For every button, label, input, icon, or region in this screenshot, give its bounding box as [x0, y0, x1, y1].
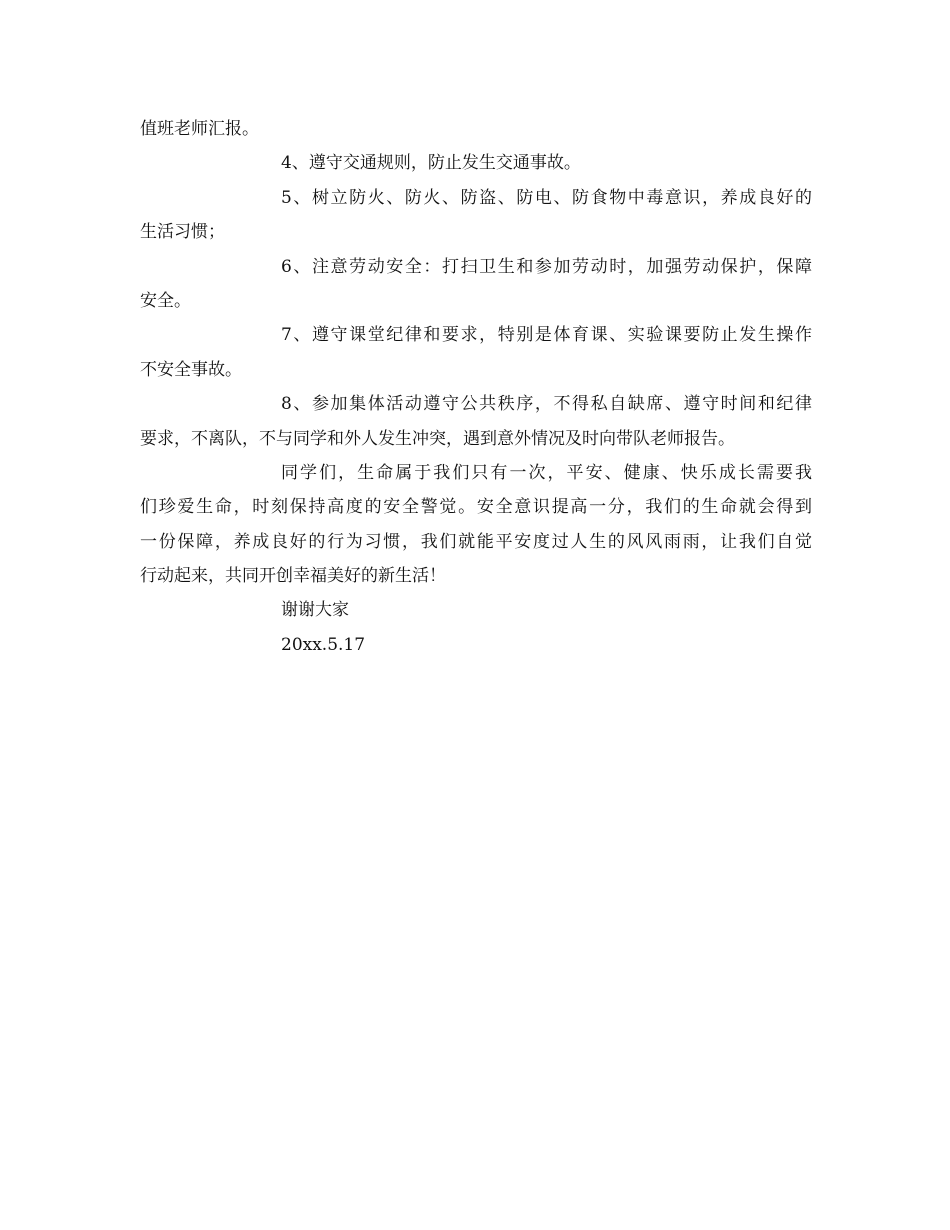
document-body [140, 112, 812, 662]
text-line: 行动起来，共同开创幸福美好的新生活！ [140, 566, 446, 587]
text-line: 生活习惯； [140, 222, 225, 243]
list-item-4: 4、遵守交通规则，防止发生交通事故。 [281, 153, 581, 174]
text-line: 不安全事故。 [140, 359, 242, 380]
list-item-6: 6、注意劳动安全：打扫卫生和参加劳动时，加强劳动保护，保障 [281, 256, 812, 277]
list-item-8: 8、参加集体活动遵守公共秩序，不得私自缺席、遵守时间和纪律 [281, 394, 812, 415]
text-line: 安全。 [140, 290, 191, 311]
closing-text: 谢谢大家 [281, 600, 349, 621]
list-item-7: 7、遵守课堂纪律和要求，特别是体育课、实验课要防止发生操作 [281, 325, 812, 346]
text-line: 们珍爱生命，时刻保持高度的安全警觉。安全意识提高一分，我们的生命就会得到 [140, 497, 812, 518]
list-item-5: 5、树立防火、防火、防盗、防电、防食物中毒意识，养成良好的 [281, 187, 812, 208]
text-line: 一份保障，养成良好的行为习惯，我们就能平安度过人生的风风雨雨，让我们自觉 [140, 531, 812, 552]
text-line: 要求，不离队，不与同学和外人发生冲突，遇到意外情况及时向带队老师报告。 [140, 428, 735, 449]
date-text: 20xx.5.17 [281, 634, 366, 655]
text-line: 值班老师汇报。 [140, 119, 259, 139]
paragraph-start: 同学们，生命属于我们只有一次，平安、健康、快乐成长需要我 [281, 462, 812, 483]
